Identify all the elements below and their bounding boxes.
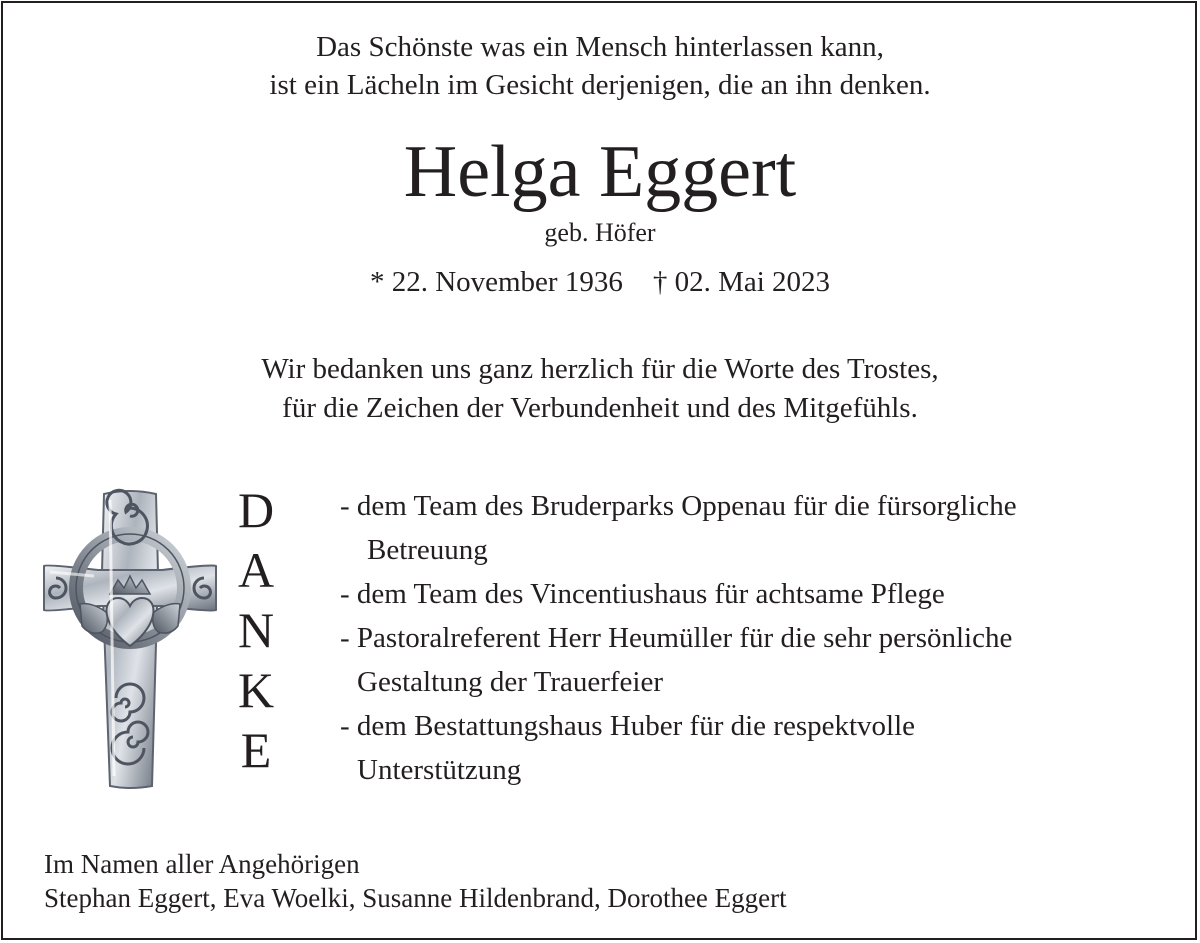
birth-name: geb. Höfer bbox=[544, 218, 656, 247]
life-dates bbox=[0, 266, 1200, 299]
signature-block bbox=[44, 847, 787, 915]
signature-names: Stephan Eggert, Eva Woelki, Susanne Hildenbrand, Dorothee Eggert bbox=[44, 883, 787, 913]
list-item: - dem Bestattungshaus Huber für die respektvolle bbox=[340, 710, 916, 742]
list-item: - dem Team des Bruderparks Oppenau für die fürsorgliche bbox=[340, 490, 1017, 522]
quote-line-2: ist ein Lächeln im Gesicht derjenigen, die an ihn denken. bbox=[269, 69, 931, 101]
list-item: - Pastoralreferent Herr Heumüller für die sehr persönliche bbox=[340, 622, 1013, 654]
thanks-line-2: für die Zeichen der Verbundenheit und des Mitgefühls. bbox=[282, 392, 918, 424]
danke-letter: E bbox=[240, 722, 272, 778]
thanks-line-1: Wir bedanken uns ganz herzlich für die Worte des Trostes, bbox=[261, 353, 939, 385]
acknowledgement-list bbox=[340, 484, 1180, 792]
danke-letter: N bbox=[237, 602, 275, 658]
signature-intro: Im Namen aller Angehörigen bbox=[44, 849, 360, 879]
danke-letter: A bbox=[237, 542, 275, 598]
list-item-continuation: Gestaltung der Trauerfeier bbox=[357, 666, 664, 698]
danke-letter: K bbox=[237, 662, 275, 718]
list-item: - dem Team des Vincentiushaus für achtsame Pflege bbox=[340, 578, 945, 610]
quote-line-1: Das Schönste was ein Mensch hinterlassen kann, bbox=[316, 31, 884, 63]
danke-letter: D bbox=[237, 482, 275, 538]
deceased-name: Helga Eggert bbox=[403, 131, 797, 213]
celtic-claddagh-cross-icon bbox=[40, 486, 220, 790]
list-item-continuation: Unterstützung bbox=[357, 754, 522, 786]
danke-vertical bbox=[228, 480, 284, 780]
death-date: † 02. Mai 2023 bbox=[652, 266, 831, 298]
birth-date: * 22. November 1936 bbox=[369, 266, 623, 298]
list-item-continuation: Betreuung bbox=[367, 534, 488, 566]
